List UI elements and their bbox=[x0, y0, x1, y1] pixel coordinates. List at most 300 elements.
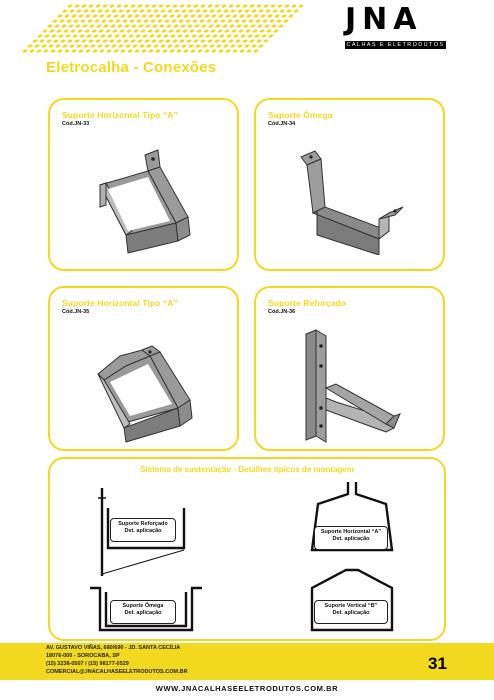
pattern-dot bbox=[212, 34, 218, 38]
pattern-dot bbox=[165, 4, 171, 8]
pattern-dot bbox=[156, 34, 162, 38]
pattern-dot bbox=[188, 44, 194, 48]
detail-sub: Det. aplicação bbox=[332, 536, 370, 542]
pattern-dot bbox=[87, 19, 93, 23]
pattern-dot bbox=[209, 44, 215, 48]
pattern-dot bbox=[99, 14, 105, 18]
pattern-dot bbox=[151, 4, 157, 8]
pattern-dot bbox=[240, 34, 246, 38]
pattern-dot bbox=[222, 24, 228, 28]
pattern-dot bbox=[154, 29, 160, 33]
pattern-dot bbox=[132, 44, 138, 48]
pattern-dot bbox=[152, 24, 158, 28]
pattern-dot bbox=[91, 29, 97, 33]
brand-logo: JNA bbox=[345, 2, 423, 37]
pattern-dot bbox=[221, 39, 227, 43]
pattern-dot bbox=[63, 29, 69, 33]
pattern-dot bbox=[247, 34, 253, 38]
pattern-dot bbox=[70, 29, 76, 33]
pattern-dot bbox=[42, 29, 48, 33]
pattern-dot bbox=[249, 39, 255, 43]
pattern-dot bbox=[96, 24, 102, 28]
pattern-dot bbox=[198, 34, 204, 38]
pattern-dot bbox=[58, 34, 64, 38]
pattern-dot bbox=[27, 44, 33, 48]
pattern-dot bbox=[204, 14, 210, 18]
pattern-dot bbox=[269, 19, 275, 23]
pattern-dot bbox=[217, 29, 223, 33]
pattern-dot bbox=[76, 9, 82, 13]
pattern-dot bbox=[192, 19, 198, 23]
pattern-dot bbox=[184, 34, 190, 38]
pattern-dot bbox=[255, 19, 261, 23]
pattern-dot bbox=[80, 19, 86, 23]
pattern-dot bbox=[232, 49, 238, 53]
pattern-dot bbox=[94, 19, 100, 23]
pattern-dot bbox=[166, 24, 172, 28]
pattern-dot bbox=[271, 24, 277, 28]
product-card-jn34 bbox=[254, 98, 445, 271]
pattern-dot bbox=[181, 44, 187, 48]
pattern-dot bbox=[256, 39, 262, 43]
pattern-dot bbox=[92, 14, 98, 18]
pattern-dot bbox=[230, 9, 236, 13]
pattern-dot bbox=[163, 34, 169, 38]
pattern-dot bbox=[238, 29, 244, 33]
detail-label-horizontal-a bbox=[314, 526, 388, 550]
pattern-dot bbox=[97, 44, 103, 48]
pattern-dot bbox=[148, 14, 154, 18]
product-title: Suporte Horizontal Tipo “A” bbox=[62, 110, 178, 120]
pattern-dot bbox=[113, 14, 119, 18]
pattern-dot bbox=[136, 19, 142, 23]
pattern-dot bbox=[235, 39, 241, 43]
pattern-dot bbox=[140, 29, 146, 33]
pattern-dot bbox=[53, 39, 59, 43]
pattern-dot bbox=[194, 24, 200, 28]
pattern-dot bbox=[64, 49, 70, 53]
pattern-dot bbox=[253, 14, 259, 18]
pattern-dot bbox=[78, 49, 84, 53]
pattern-dot bbox=[199, 19, 205, 23]
pattern-dot bbox=[244, 9, 250, 13]
pattern-dot bbox=[82, 24, 88, 28]
pattern-dot bbox=[182, 29, 188, 33]
pattern-dot bbox=[32, 39, 38, 43]
product-title: Suporte Reforçado bbox=[268, 298, 347, 308]
pattern-dot bbox=[22, 49, 28, 53]
pattern-dot bbox=[128, 34, 134, 38]
pattern-dot bbox=[272, 9, 278, 13]
detail-label-omega bbox=[110, 600, 176, 624]
pattern-dot bbox=[270, 4, 276, 8]
pattern-dot bbox=[262, 19, 268, 23]
pattern-dot bbox=[176, 49, 182, 53]
pattern-dot bbox=[159, 24, 165, 28]
support-a-illustration bbox=[90, 145, 210, 260]
pattern-dot bbox=[195, 44, 201, 48]
pattern-dot bbox=[248, 19, 254, 23]
pattern-dot bbox=[258, 9, 264, 13]
pattern-dot bbox=[245, 29, 251, 33]
omega-support-illustration bbox=[291, 145, 416, 255]
pattern-dot bbox=[170, 34, 176, 38]
pattern-dot bbox=[235, 4, 241, 8]
pattern-dot bbox=[273, 29, 279, 33]
pattern-dot bbox=[104, 9, 110, 13]
pattern-dot bbox=[90, 9, 96, 13]
pattern-dot bbox=[74, 39, 80, 43]
pattern-dot bbox=[44, 34, 50, 38]
pattern-dot bbox=[135, 34, 141, 38]
pattern-dot bbox=[84, 29, 90, 33]
pattern-dot bbox=[130, 4, 136, 8]
pattern-dot bbox=[197, 14, 203, 18]
pattern-dot bbox=[230, 44, 236, 48]
pattern-dot bbox=[223, 9, 229, 13]
pattern-dot bbox=[47, 24, 53, 28]
pattern-dot bbox=[117, 24, 123, 28]
pattern-dot bbox=[267, 14, 273, 18]
pattern-dot bbox=[261, 34, 267, 38]
pattern-dot bbox=[95, 39, 101, 43]
pattern-dot bbox=[106, 14, 112, 18]
pattern-dot bbox=[144, 39, 150, 43]
pattern-dot bbox=[172, 4, 178, 8]
pattern-dot bbox=[207, 4, 213, 8]
pattern-dot bbox=[130, 39, 136, 43]
pattern-dot bbox=[149, 34, 155, 38]
pattern-dot bbox=[251, 44, 257, 48]
pattern-dot bbox=[220, 19, 226, 23]
page-number: 31 bbox=[428, 654, 447, 673]
pattern-dot bbox=[71, 14, 77, 18]
pattern-dot bbox=[183, 14, 189, 18]
pattern-dot bbox=[62, 44, 68, 48]
pattern-dot bbox=[179, 4, 185, 8]
pattern-dot bbox=[283, 19, 289, 23]
pattern-dot bbox=[167, 44, 173, 48]
pattern-dot bbox=[67, 39, 73, 43]
pattern-dot bbox=[174, 44, 180, 48]
pattern-dot bbox=[197, 49, 203, 53]
pattern-dot bbox=[250, 24, 256, 28]
product-title: Suporte Horizontal Tipo “A” bbox=[62, 298, 178, 308]
pattern-dot bbox=[278, 24, 284, 28]
pattern-dot bbox=[57, 14, 63, 18]
pattern-dot bbox=[190, 14, 196, 18]
pattern-dot bbox=[139, 44, 145, 48]
pattern-dot bbox=[204, 49, 210, 53]
pattern-dot bbox=[188, 9, 194, 13]
pattern-dot bbox=[176, 14, 182, 18]
pattern-dot bbox=[168, 29, 174, 33]
detail-label-reinforced bbox=[110, 518, 176, 542]
pattern-dot bbox=[120, 14, 126, 18]
pattern-dot bbox=[223, 44, 229, 48]
product-code: Cód.JN-35 bbox=[62, 309, 90, 315]
product-card-jn35 bbox=[48, 286, 239, 451]
product-title: Suporte Ômega bbox=[268, 110, 333, 120]
pattern-dot bbox=[200, 39, 206, 43]
pattern-dot bbox=[115, 19, 121, 23]
pattern-dot bbox=[246, 14, 252, 18]
pattern-dot bbox=[167, 9, 173, 13]
pattern-dot bbox=[201, 24, 207, 28]
detail-sub: Det. aplicação bbox=[124, 610, 162, 616]
pattern-dot bbox=[131, 24, 137, 28]
pattern-dot bbox=[153, 9, 159, 13]
pattern-dot bbox=[37, 34, 43, 38]
pattern-dot bbox=[104, 44, 110, 48]
pattern-dot bbox=[206, 19, 212, 23]
pattern-dot bbox=[61, 24, 67, 28]
pattern-dot bbox=[145, 24, 151, 28]
pattern-dot bbox=[239, 49, 245, 53]
pattern-dot bbox=[103, 24, 109, 28]
pattern-dot bbox=[173, 24, 179, 28]
pattern-dot bbox=[29, 49, 35, 53]
pattern-dot bbox=[34, 44, 40, 48]
pattern-dot bbox=[161, 29, 167, 33]
pattern-dot bbox=[119, 29, 125, 33]
pattern-dot bbox=[46, 39, 52, 43]
pattern-dot bbox=[75, 24, 81, 28]
pattern-dot bbox=[113, 49, 119, 53]
pattern-dot bbox=[74, 4, 80, 8]
pattern-dot bbox=[147, 29, 153, 33]
pattern-dot bbox=[208, 24, 214, 28]
pattern-dot bbox=[274, 14, 280, 18]
pattern-dot bbox=[112, 29, 118, 33]
pattern-dot bbox=[213, 19, 219, 23]
product-code: Cód.JN-34 bbox=[268, 121, 296, 127]
pattern-dot bbox=[141, 49, 147, 53]
product-code: Cód.JN-36 bbox=[268, 309, 296, 315]
pattern-dot bbox=[225, 49, 231, 53]
pattern-dot bbox=[67, 4, 73, 8]
pattern-dot bbox=[242, 4, 248, 8]
pattern-dot bbox=[85, 49, 91, 53]
pattern-dot bbox=[265, 9, 271, 13]
detail-name: Suporte Horizontal “A” bbox=[320, 529, 382, 535]
pattern-dot bbox=[97, 9, 103, 13]
detail-name: Suporte Vertical “B” bbox=[324, 603, 378, 609]
footer-address-line: 18076-000 - SOROCABA, SP bbox=[46, 653, 120, 659]
pattern-dot bbox=[160, 9, 166, 13]
pattern-dot bbox=[121, 34, 127, 38]
pattern-dot bbox=[79, 34, 85, 38]
pattern-dot bbox=[214, 39, 220, 43]
pattern-dot bbox=[127, 49, 133, 53]
pattern-dot bbox=[175, 29, 181, 33]
footer-url[interactable]: WWW.JNACALHASEELETRODUTOS.COM.BR bbox=[155, 684, 339, 693]
pattern-dot bbox=[179, 39, 185, 43]
pattern-dot bbox=[157, 19, 163, 23]
pattern-dot bbox=[216, 9, 222, 13]
pattern-dot bbox=[139, 9, 145, 13]
pattern-dot bbox=[214, 4, 220, 8]
pattern-dot bbox=[133, 29, 139, 33]
pattern-dot bbox=[150, 19, 156, 23]
pattern-dot bbox=[227, 19, 233, 23]
pattern-dot bbox=[109, 4, 115, 8]
pattern-dot bbox=[251, 9, 257, 13]
pattern-dot bbox=[225, 14, 231, 18]
pattern-dot bbox=[81, 39, 87, 43]
pattern-dot bbox=[48, 44, 54, 48]
pattern-dot bbox=[89, 24, 95, 28]
pattern-dot bbox=[55, 44, 61, 48]
pattern-dot bbox=[76, 44, 82, 48]
pattern-dot bbox=[109, 39, 115, 43]
pattern-dot bbox=[59, 19, 65, 23]
pattern-dot bbox=[189, 29, 195, 33]
pattern-dot bbox=[284, 4, 290, 8]
pattern-dot bbox=[39, 39, 45, 43]
pattern-dot bbox=[118, 44, 124, 48]
pattern-dot bbox=[233, 34, 239, 38]
pattern-dot bbox=[246, 49, 252, 53]
pattern-dot bbox=[100, 34, 106, 38]
pattern-dot bbox=[83, 9, 89, 13]
product-card-jn36 bbox=[254, 286, 445, 451]
pattern-dot bbox=[120, 49, 126, 53]
pattern-dot bbox=[158, 39, 164, 43]
pattern-dot bbox=[64, 14, 70, 18]
pattern-dot bbox=[241, 19, 247, 23]
pattern-dot bbox=[229, 24, 235, 28]
footer-address-line: AV. GUSTAVO VIÑAS, 680/690 - JD. SANTA CECÍLIA bbox=[46, 645, 181, 651]
pattern-dot bbox=[165, 39, 171, 43]
pattern-dot bbox=[232, 14, 238, 18]
pattern-dot bbox=[207, 39, 213, 43]
pattern-dot bbox=[111, 9, 117, 13]
pattern-dot bbox=[195, 9, 201, 13]
pattern-dot bbox=[244, 44, 250, 48]
pattern-dot bbox=[178, 19, 184, 23]
decorative-dot-pattern bbox=[0, 0, 320, 60]
pattern-dot bbox=[132, 9, 138, 13]
pattern-dot bbox=[90, 44, 96, 48]
pattern-dot bbox=[196, 29, 202, 33]
pattern-dot bbox=[228, 39, 234, 43]
pattern-dot bbox=[114, 34, 120, 38]
pattern-dot bbox=[73, 19, 79, 23]
pattern-dot bbox=[279, 9, 285, 13]
detail-sub: Det. aplicação bbox=[332, 610, 370, 616]
pattern-dot bbox=[65, 34, 71, 38]
pattern-dot bbox=[105, 29, 111, 33]
pattern-dot bbox=[190, 49, 196, 53]
pattern-dot bbox=[234, 19, 240, 23]
page-title: Eletrocalha - Conexões bbox=[46, 59, 217, 76]
pattern-dot bbox=[174, 9, 180, 13]
pattern-dot bbox=[160, 44, 166, 48]
pattern-dot bbox=[88, 39, 94, 43]
pattern-dot bbox=[122, 19, 128, 23]
pattern-dot bbox=[41, 44, 47, 48]
pattern-dot bbox=[210, 29, 216, 33]
pattern-dot bbox=[106, 49, 112, 53]
pattern-dot bbox=[162, 14, 168, 18]
pattern-dot bbox=[98, 29, 104, 33]
pattern-dot bbox=[226, 34, 232, 38]
pattern-dot bbox=[205, 34, 211, 38]
pattern-dot bbox=[60, 39, 66, 43]
pattern-dot bbox=[243, 24, 249, 28]
detail-name: Suporte Ômega bbox=[122, 603, 164, 609]
pattern-dot bbox=[123, 4, 129, 8]
pattern-dot bbox=[158, 4, 164, 8]
pattern-dot bbox=[95, 4, 101, 8]
reinforced-support-illustration bbox=[296, 328, 416, 448]
pattern-dot bbox=[288, 14, 294, 18]
pattern-dot bbox=[62, 9, 68, 13]
pattern-dot bbox=[169, 49, 175, 53]
pattern-dot bbox=[209, 9, 215, 13]
pattern-dot bbox=[52, 19, 58, 23]
pattern-dot bbox=[88, 4, 94, 8]
pattern-dot bbox=[137, 4, 143, 8]
pattern-dot bbox=[143, 19, 149, 23]
pattern-dot bbox=[153, 44, 159, 48]
pattern-dot bbox=[169, 14, 175, 18]
pattern-dot bbox=[186, 39, 192, 43]
pattern-dot bbox=[177, 34, 183, 38]
pattern-dot bbox=[66, 19, 72, 23]
pattern-dot bbox=[264, 24, 270, 28]
pattern-dot bbox=[276, 19, 282, 23]
pattern-dot bbox=[185, 19, 191, 23]
pattern-dot bbox=[102, 39, 108, 43]
pattern-dot bbox=[215, 24, 221, 28]
brand-subtitle: CALHAS E ELETRODUTOS bbox=[346, 42, 445, 48]
pattern-dot bbox=[259, 29, 265, 33]
pattern-dot bbox=[191, 34, 197, 38]
pattern-dot bbox=[50, 49, 56, 53]
pattern-dot bbox=[193, 4, 199, 8]
pattern-dot bbox=[77, 29, 83, 33]
pattern-dot bbox=[92, 49, 98, 53]
pattern-dot bbox=[125, 9, 131, 13]
pattern-dot bbox=[86, 34, 92, 38]
pattern-dot bbox=[138, 24, 144, 28]
pattern-dot bbox=[187, 24, 193, 28]
pattern-dot bbox=[202, 44, 208, 48]
pattern-dot bbox=[126, 29, 132, 33]
pattern-dot bbox=[155, 49, 161, 53]
product-code: Cód.JN-33 bbox=[62, 121, 90, 127]
pattern-dot bbox=[108, 19, 114, 23]
pattern-dot bbox=[118, 9, 124, 13]
pattern-dot bbox=[263, 4, 269, 8]
pattern-dot bbox=[219, 34, 225, 38]
pattern-dot bbox=[183, 49, 189, 53]
pattern-dot bbox=[111, 44, 117, 48]
pattern-dot bbox=[56, 29, 62, 33]
pattern-dot bbox=[203, 29, 209, 33]
pattern-dot bbox=[216, 44, 222, 48]
pattern-dot bbox=[228, 4, 234, 8]
pattern-dot bbox=[211, 49, 217, 53]
pattern-dot bbox=[81, 4, 87, 8]
pattern-dot bbox=[116, 39, 122, 43]
pattern-dot bbox=[49, 29, 55, 33]
pattern-dot bbox=[85, 14, 91, 18]
pattern-dot bbox=[51, 34, 57, 38]
pattern-dot bbox=[116, 4, 122, 8]
